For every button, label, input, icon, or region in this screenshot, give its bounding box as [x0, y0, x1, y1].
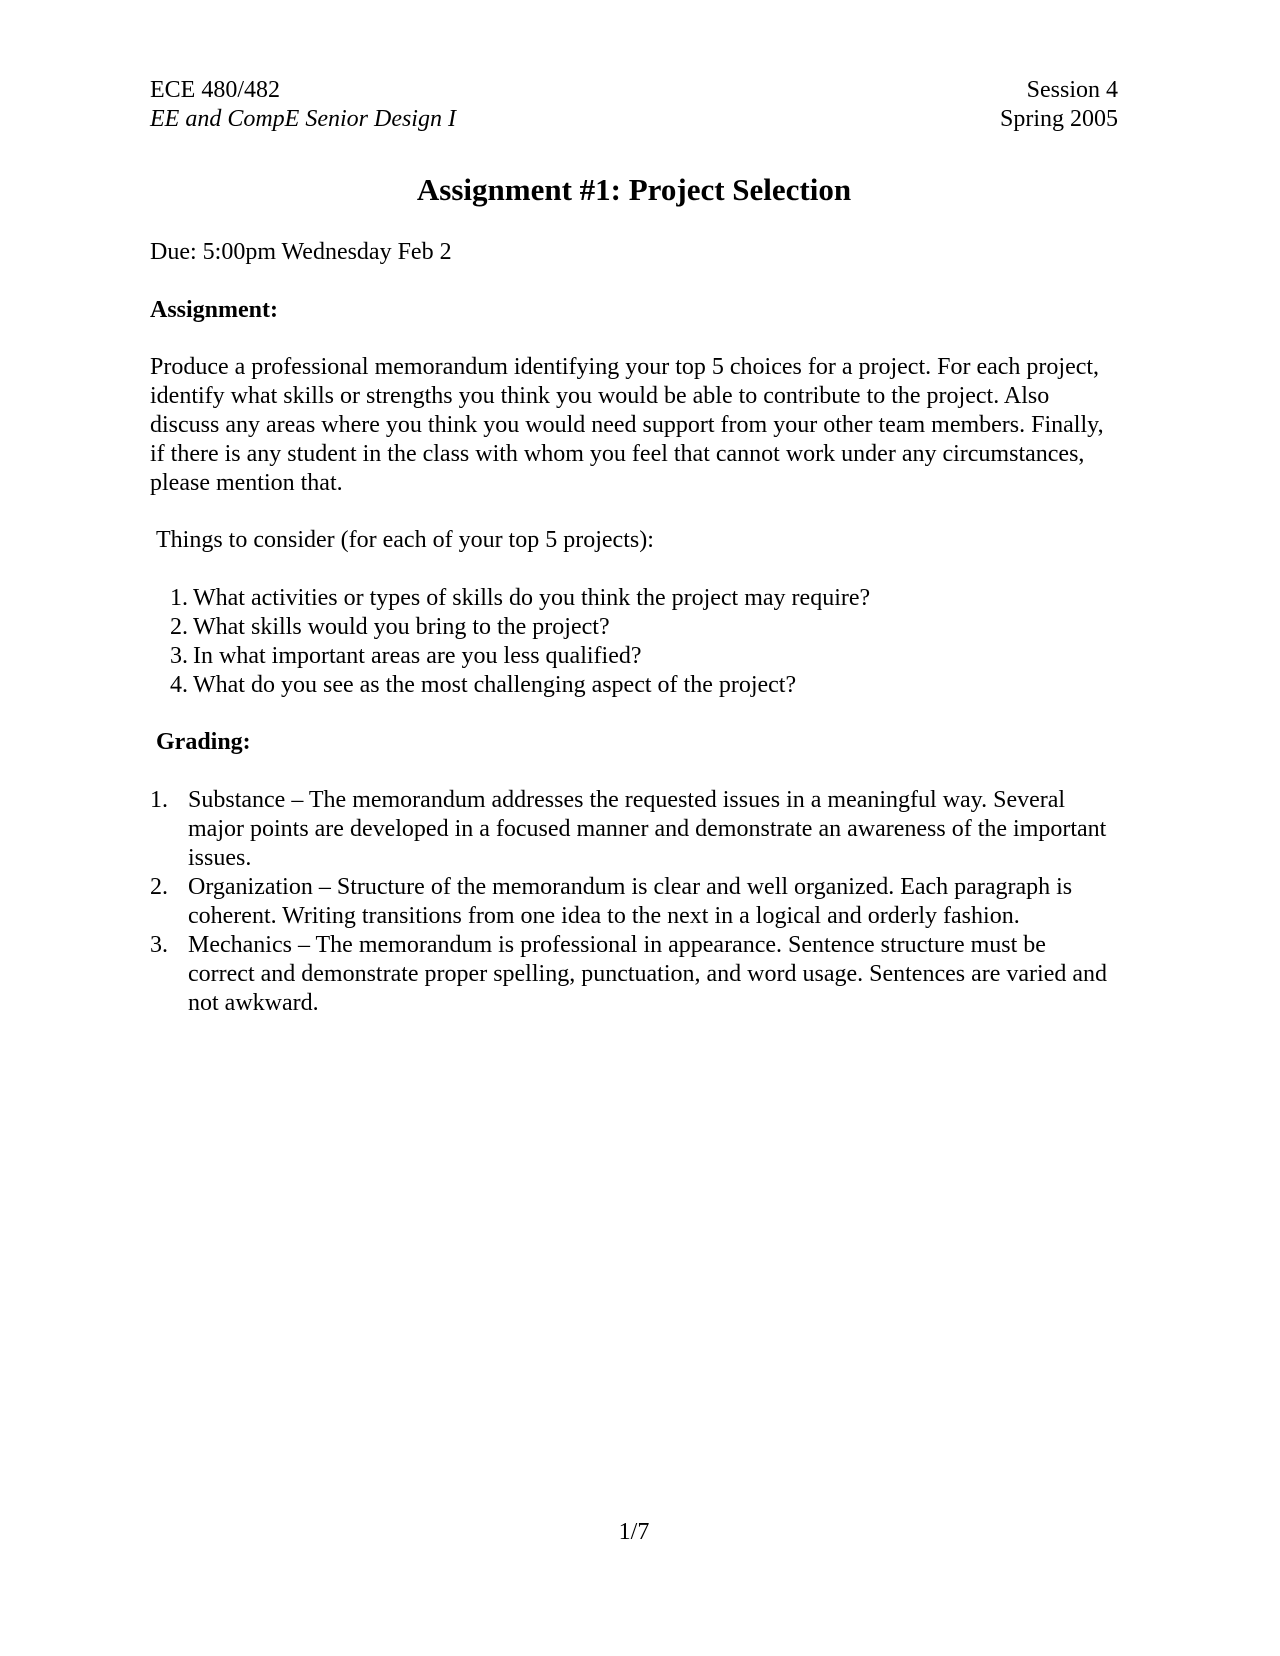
assignment-paragraph: Produce a professional memorandum identifying your top 5 choices for a project. For each project, identify what skills or strengths you think you would be able to contribute to the project. Also discuss any areas where you think you would need support from your other team members. Finally, if there is any student in the class with whom you feel that cannot work under any circumstances, please mention that.: [150, 354, 1104, 496]
list-item-text: What skills would you bring to the project?: [193, 614, 610, 640]
consider-intro: Things to consider (for each of your top 5 projects):: [156, 527, 654, 553]
course-code: ECE 480/482: [150, 77, 280, 103]
session-label: Session 4: [1026, 77, 1118, 103]
header-row-bottom: [150, 105, 1118, 134]
list-item-text: What do you see as the most challenging aspect of the project?: [193, 672, 797, 698]
list-item-text: Substance – The memorandum addresses the requested issues in a meaningful way. Several major points are developed in a focused manner and demonstrate an awareness of the important issues.: [188, 787, 1107, 871]
questions-list: [170, 584, 870, 700]
list-item-number: 3.: [170, 643, 188, 669]
list-item-text: What activities or types of skills do you think the project may require?: [193, 585, 871, 611]
list-item-text: Organization – Structure of the memorandum is clear and well organized. Each paragraph is coherent. Writing transitions from one idea to the next in a logical and orderly fashion.: [188, 874, 1073, 929]
term-label: Spring 2005: [999, 106, 1118, 132]
list-item-number: 1.: [150, 787, 168, 813]
due-date: Due: 5:00pm Wednesday Feb 2: [150, 239, 452, 265]
list-item: [150, 786, 1118, 873]
grading-list: [150, 786, 1118, 1018]
list-item: [150, 873, 1118, 931]
document-title: Assignment #1: Project Selection: [416, 172, 852, 207]
list-item: [170, 613, 870, 642]
assignment-heading: Assignment:: [150, 297, 279, 323]
list-item: [170, 642, 870, 671]
list-item-number: 2.: [170, 614, 188, 640]
list-item-number: 1.: [170, 585, 188, 611]
list-item-number: 2.: [150, 874, 168, 900]
document-page: [150, 0, 1118, 1656]
header-row-top: [150, 76, 1118, 105]
list-item: [170, 671, 870, 700]
grading-heading: Grading:: [156, 729, 251, 755]
list-item-number: 3.: [150, 932, 168, 958]
list-item-text: In what important areas are you less qualified?: [193, 643, 642, 669]
list-item-text: Mechanics – The memorandum is professional in appearance. Sentence structure must be correct and demonstrate proper spelling, punctuation, and word usage. Sentences are varied and not awkward.: [188, 932, 1107, 1016]
list-item-number: 4.: [170, 672, 188, 698]
page-number: 1/7: [618, 1519, 650, 1545]
list-item: [150, 931, 1118, 1018]
course-name: EE and CompE Senior Design I: [150, 106, 456, 132]
list-item: [170, 584, 870, 613]
